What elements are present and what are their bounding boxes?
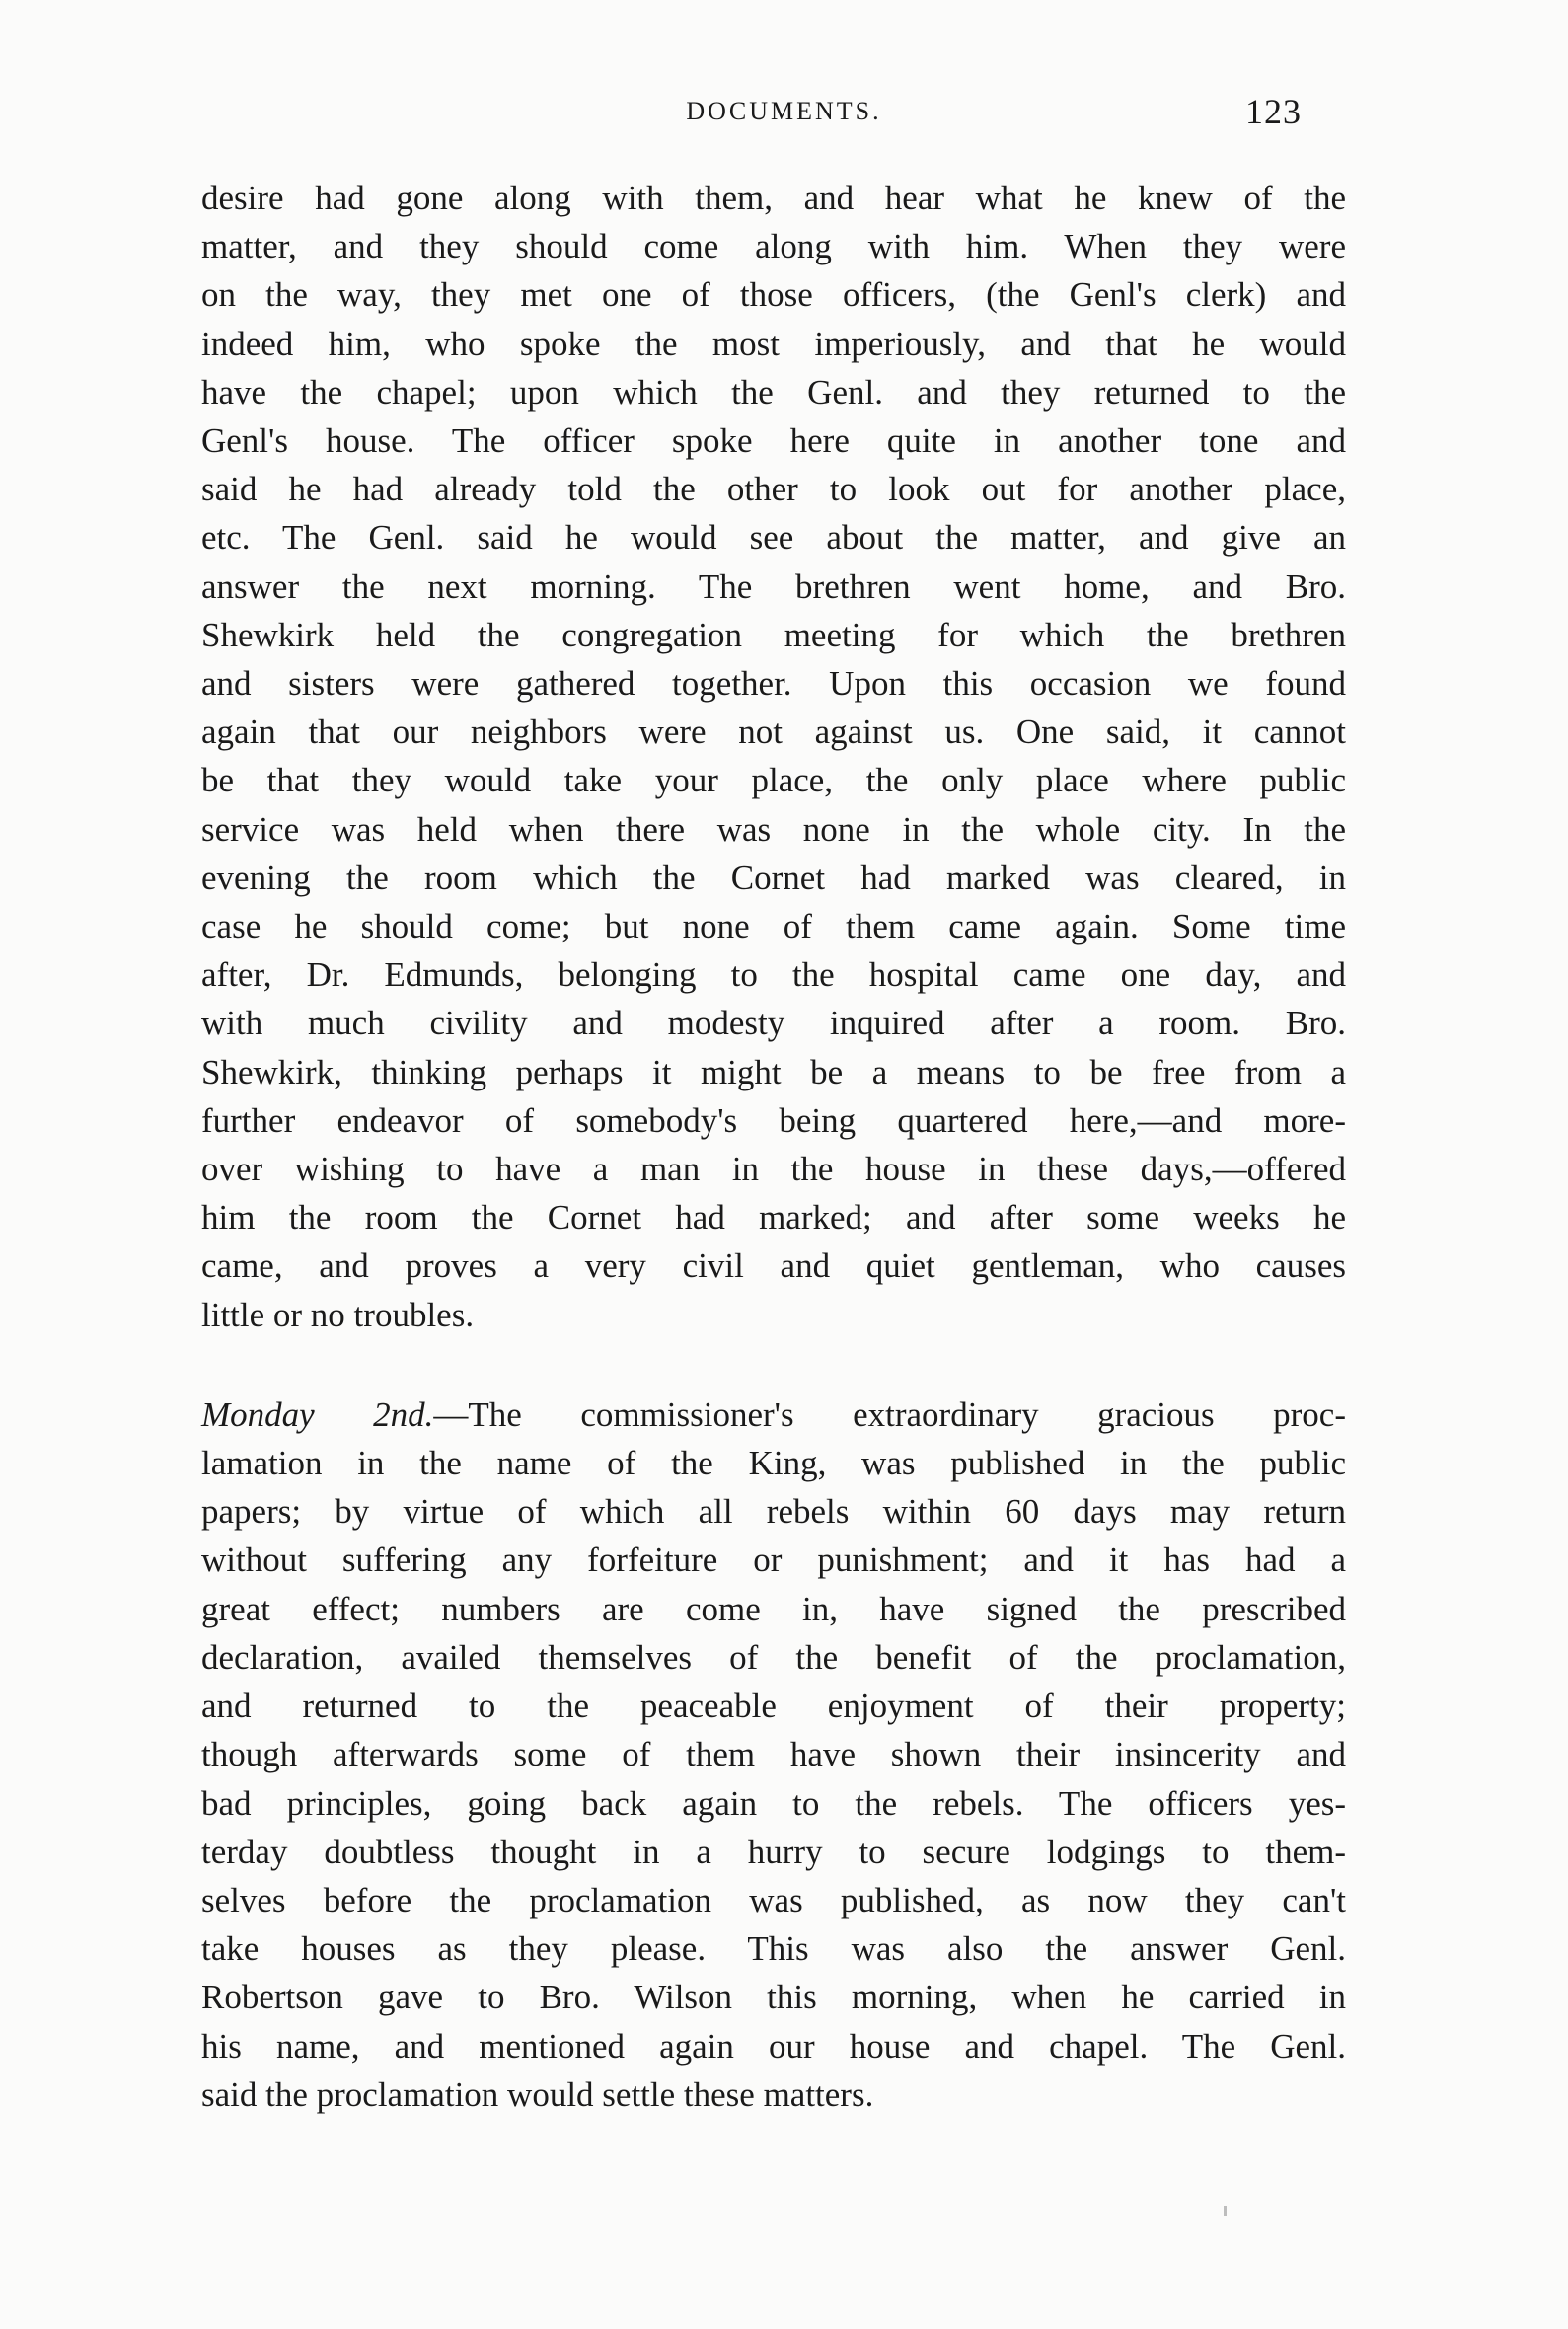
- text-line: bad principles, going back again to the rebels. The officers yes-: [201, 1783, 1346, 1823]
- first-line-text: —The commissioner's extraordinary gracious proc-: [433, 1394, 1346, 1434]
- text-line: without suffering any forfeiture or punishment; and it has had a: [201, 1540, 1346, 1580]
- text-line: further endeavor of somebody's being quartered here,—and more-: [201, 1100, 1346, 1140]
- text-line: with much civility and modesty inquired after a room. Bro.: [201, 1004, 1346, 1043]
- text-line: little or no troubles.: [201, 1295, 475, 1334]
- text-line: his name, and mentioned again our house and chapel. The Genl.: [201, 2026, 1346, 2066]
- text-line: have the chapel; upon which the Genl. and they returned to the: [201, 372, 1346, 412]
- text-line: after, Dr. Edmunds, belonging to the hospital came one day, and: [201, 955, 1346, 995]
- text-line: matter, and they should come along with him. When they were: [201, 227, 1346, 266]
- text-line: take houses as they please. This was also the answer Genl.: [201, 1929, 1346, 1969]
- text-line: again that our neighbors were not against us. One said, it cannot: [201, 713, 1346, 752]
- text-line: came, and proves a very civil and quiet gentleman, who causes: [201, 1246, 1346, 1286]
- text-line: Shewkirk, thinking perhaps it might be a means to be free from a: [201, 1052, 1346, 1091]
- text-line: papers; by virtue of which all rebels within 60 days may return: [201, 1492, 1346, 1532]
- date-lead-in: Monday 2nd.: [201, 1394, 434, 1434]
- text-line: said the proclamation would settle these matters.: [201, 2074, 874, 2114]
- text-line: great effect; numbers are come in, have signed the prescribed: [201, 1589, 1346, 1628]
- text-line: service was held when there was none in the whole city. In the: [201, 809, 1346, 849]
- text-line: case he should come; but none of them came again. Some time: [201, 907, 1346, 946]
- text-block: [201, 174, 1346, 2119]
- text-line: Shewkirk held the congregation meeting for which the brethren: [201, 615, 1346, 654]
- text-line: selves before the proclamation was published, as now they can't: [201, 1880, 1346, 1919]
- text-line: said he had already told the other to look out for another place,: [201, 470, 1346, 509]
- scan-mark: [1224, 2206, 1227, 2216]
- text-line: desire had gone along with them, and hear what he knew of the: [201, 179, 1346, 217]
- paragraph-1: [201, 174, 1346, 1339]
- text-line: evening the room which the Cornet had marked was cleared, in: [201, 858, 1346, 897]
- text-line: over wishing to have a man in the house in these days,—offered: [201, 1150, 1346, 1189]
- text-line: though afterwards some of them have shown their insincerity and: [201, 1735, 1346, 1774]
- text-line: on the way, they met one of those officers, (the Genl's clerk) and: [201, 275, 1346, 315]
- text-line: and sisters were gathered together. Upon this occasion we found: [201, 664, 1346, 704]
- text-line: answer the next morning. The brethren went home, and Bro.: [201, 566, 1346, 606]
- page-number: 123: [1245, 92, 1302, 131]
- text-line: and returned to the peaceable enjoyment of their property;: [201, 1687, 1346, 1726]
- text-line: him the room the Cornet had marked; and after some weeks he: [201, 1198, 1346, 1238]
- text-line: etc. The Genl. said he would see about the matter, and give an: [201, 518, 1346, 558]
- text-line: Genl's house. The officer spoke here quite in another tone and: [201, 421, 1346, 461]
- text-line: declaration, availed themselves of the benefit of the proclamation,: [201, 1637, 1346, 1677]
- text-line: lamation in the name of the King, was published in the public: [201, 1444, 1346, 1483]
- text-line: terday doubtless thought in a hurry to secure lodgings to them-: [201, 1832, 1346, 1871]
- text-line: [201, 1390, 1346, 1439]
- text-line: Robertson gave to Bro. Wilson this morning, when he carried in: [201, 1978, 1346, 2017]
- running-head: [0, 87, 1568, 136]
- running-title: DOCUMENTS.: [686, 97, 882, 125]
- text-line: be that they would take your place, the only place where public: [201, 761, 1346, 800]
- paragraph-2: [201, 1390, 1346, 2119]
- text-line: indeed him, who spoke the most imperiously, and that he would: [201, 324, 1346, 363]
